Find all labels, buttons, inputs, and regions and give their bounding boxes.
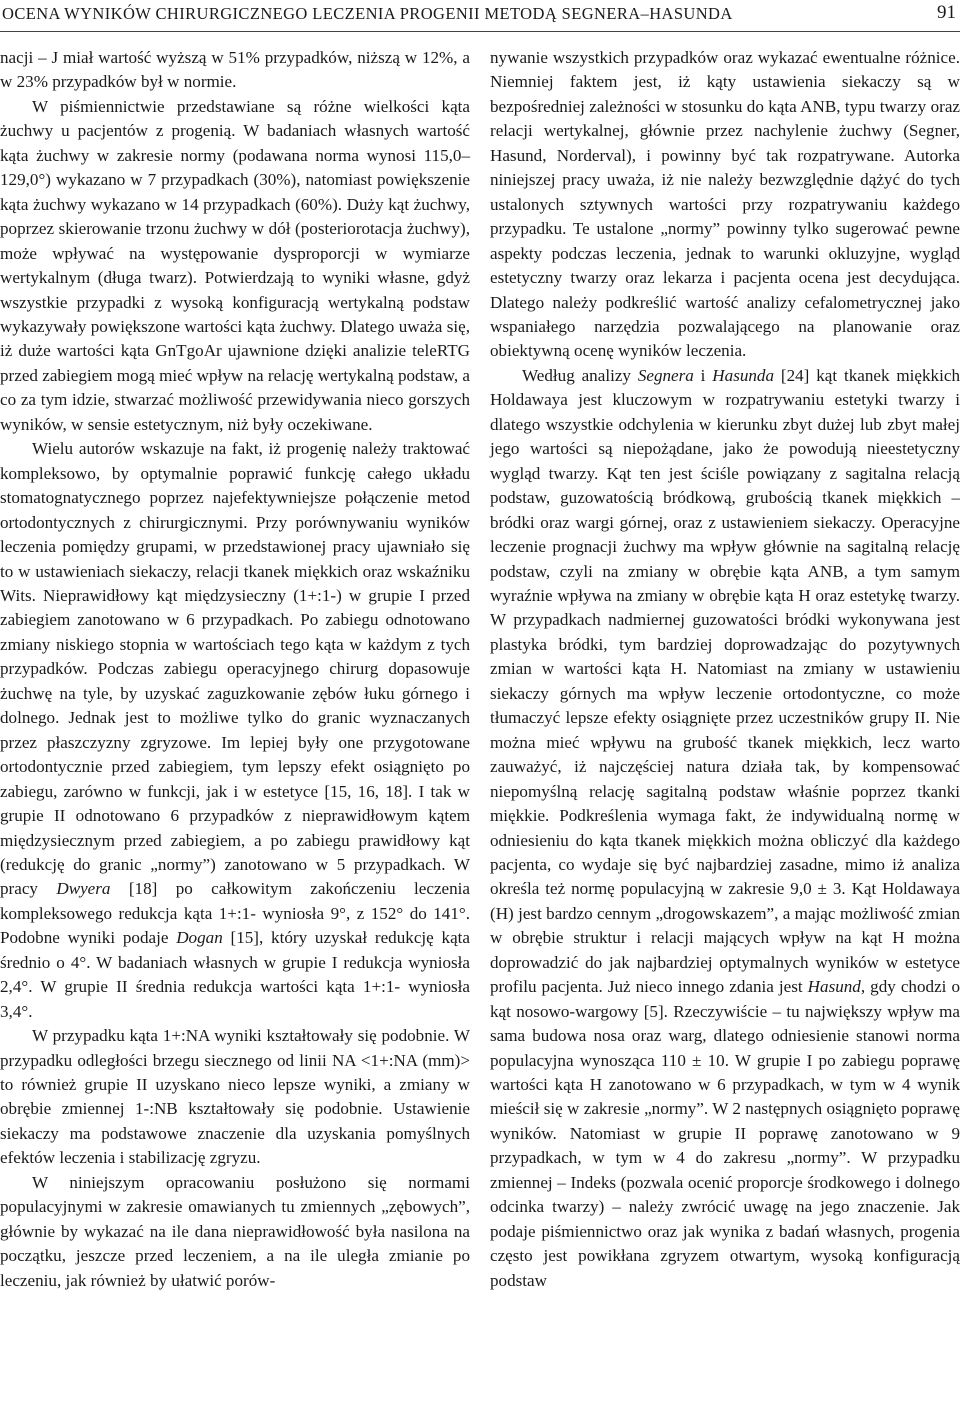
page-number: 91 — [937, 2, 956, 23]
running-title: OCENA WYNIKÓW CHIRURGICZNEGO LECZENIA PROGENII METODĄ SEGNERA–HASUNDA — [2, 4, 733, 23]
running-header — [0, 0, 960, 30]
paragraph-mandible-angle: W piśmiennictwie przedstawiane są różne wielkości kąta żuchwy u pacjentów z progenią. W badaniach własnych wartość kąta żuchwy w zakresie normy (podawana norma wynosi 115,0–129,0°) wykazano w 7 przypadkach (30%), natomiast powiększenie kąta żuchwy wykazano w 14 przypadkach (60%). Duży kąt żuchwy, poprzez skierowanie trzonu żuchwy w dół (posteriorotacja żuchwy), może wpływać na występowanie dysproporcji w wymiarze wertykalnym (długa twarz). Potwierdzają to wyniki własne, gdyż wszystkie przypadki z wysoką konfiguracją wertykalną podstaw wykazywały powiększone wartości kąta żuchwy. Dlatego uważa się, iż duże wartości kąta GnTgoAr ujawnione dzięki analizie teleRTG przed zabiegiem mogą mieć wpływ na relację wertykalną podstaw, a co za tym idzie, stwarzać możliwość przewidywania nieco gorszych wyników, w sensie estetycznym, niż były oczekiwane. — [0, 96, 470, 434]
author-citation: Dwyera — [56, 879, 111, 899]
text-run: Wielu autorów wskazuje na fakt, iż progenię należy traktować kompleksowo, by optymalnie poprawić funkcję całego układu stomatognatycznego poprzez najefektywniejsze połączenie metod ortodontycznych z chirurgicznymi. Przy porównywaniu wyników leczenia pomiędzy grupami, w przedstawionej pracy ujawniało się to w ustawieniach siekaczy, relacji tkanek miękkich oraz wskaźniku Wits. Nieprawidłowy kąt międzysieczny (1+:1-) w grupie I przed zabiegiem zanotowano w 6 przypadkach. Po zabiegu odnotowano zmiany niskiego stopnia w wartościach tego kąta w każdym z tych przypadków. Podczas zabiegu operacyjnego chirurg dopasowuje żuchwę na tyle, by uzyskać zaguzkowanie zębów łuku górnego i dolnego. Jednak jest to możliwe tylko do granic wyznaczanych przez płaszczyzny zgryzowe. Im lepiej były one przygotowane ortodontycznie przed zabiegiem, tym lepszy efekt osiągnięto po zabiegu, zarówno w funkcji, jak i w estetyce [15, 16, 18]. I tak w grupie II odnotowano 6 przypadków z nieprawidłowym kątem międzysiecznym przed zabiegiem, a po zabiegu prawidłowy kąt (redukcję do granic „normy”) zanotowano w 5 przypadkach. W pracy — [0, 439, 470, 899]
author-citation: Segnera — [637, 365, 694, 385]
text-run: Według analizy — [522, 365, 638, 385]
text-run: i — [693, 365, 713, 385]
paragraph-complex-treatment — [0, 437, 470, 1024]
text-run: [24] kąt tkanek miękkich Holdawaya jest kluczowym w rozpatrywaniu estetyki twarzy i dlatego wszystkie odchylenia w kierunku zbyt dużej lub zbyt małej jego wartości są niepożądane, jako że powodują nieestetyczny wygląd twarzy. Kąt ten jest ściśle powiązany z sagitalna relacją podstaw, guzowatością bródkową, grubością tkanek miękkich – bródki oraz wargi górnej, oraz z ustawieniem siekaczy. Operacyjne leczenie prognacji żuchwy ma wpływ głównie na sagitalną relację podstaw, czyli na zmiany w obrębie kąta ANB, a tym samym wyraźnie wpływa na zmiany w obrębie kąta H oraz estetykę twarzy. W przypadkach nadmiernej guzowatości bródki wykonywana jest plastyka bródki, tym bardziej doprowadzając do pozytywnych zmian w wartości kąta H. Natomiast na zmiany w ustawieniu siekaczy górnych ma wpływ leczenie ortodontyczne, co może tłumaczyć lepsze efekty osiągnięte przez uczestników grupy II. Nie można mieć wpływu na grubość tkanek miękkich, lecz warto zauważyć, iż najczęściej natura działa tak, by kompensować niepomyślną relację sagitalną podstaw właśnie poprzez tkanki miękkie. Podkreślenia wymaga fakt, że indywidualną normę w odniesieniu do kąta tkanek miękkich można obliczyć dla każdego pacjenta, co wydaje się być najbardziej zasadne, mimo iż analiza określa też normę populacyjną w zakresie 9,0 ± 3. Kąt Holdawaya (H) jest bardzo cennym „drogowskazem”, a mając możliwość zmian w obrębie struktur i relacji mających wpływ na kąt H można doprowadzić do jak najbardziej optymalnych wyników w estetyce profilu pacjenta. Już nieco innego zdania jest — [490, 365, 960, 997]
left-column — [0, 46, 470, 1293]
right-column — [490, 46, 960, 1293]
author-citation: Hasunda — [712, 365, 775, 385]
header-divider — [0, 31, 960, 32]
paragraph-holdaway-angle — [490, 364, 960, 1293]
paragraph-continuation: nacji – J miał wartość wyższą w 51% przypadków, niższą w 12%, a w 23% przypadków był w normie. — [0, 48, 470, 92]
paragraph-incisor-na: W przypadku kąta 1+:NA wyniki kształtowały się podobnie. W przypadku odległości brzegu siecznego od linii NA <1+:NA (mm)> to również grupie II uzyskano nieco lepsze wyniki, a zmiany w obrębie zmiennej 1-:NB kształtowały się podobnie. Ustawienie siekaczy ma podstawowe znaczenie dla uzyskania pomyślnych efektów leczenia i stabilizację zgryzu. — [0, 1026, 470, 1168]
paragraph-continuation: nywanie wszystkich przypadków oraz wykazać ewentualne różnice. Niemniej faktem jest, iż kąty ustawienia siekaczy są w bezpośredniej zależności w stosunku do kąta ANB, typu twarzy oraz relacji wertykalnej, głównie przez nachylenie żuchwy (Segner, Hasund, Norderval), i powinny być tak rozpatrywane. Autorka niniejszej pracy uważa, iż nie należy bezwzględnie dążyć do tych ustalonych sztywnych wartości przy rozpatrywaniu każdego przypadku. Te ustalone „normy” powinny tylko sugerować pewne aspekty podczas leczenia, jednak to warunki okluzyjne, wygląd estetyczny twarzy oraz lekarza i pacjenta ocena jest decydująca. Dlatego należy podkreślić wartość analizy cefalometrycznej jako wspaniałego narzędzia pozwalającego na planowanie oraz obiektywną ocenę wyników leczenia. — [490, 48, 960, 361]
text-run: , gdy chodzi o kąt nosowo-wargowy [5]. Rzeczywiście – tu największy wpływ ma sama budowa nosa oraz warg, dlatego odniesienie stanowi norma populacyjna wynosząca 110 ± 10. W grupie I po zabiegu poprawę wartości kąta H zanotowano w 6 przypadkach, w tym w 4 wynik mieścił się w zakresie „normy”. W 2 następnych osiągnięto poprawę wyników. Natomiast w grupie II poprawę zanotowano w 9 przypadkach, w tym w 4 do zakresu „normy”. W przypadku zmiennej – Indeks (pozwala ocenić proporcje środkowego i dolnego odcinka twarzy) – należy zwrócić uwagę na jego znaczenie. Jak podaje piśmiennictwo oraz jak wynika z badań własnych, progenia często jest powikłana zgryzem otwartym, wysoką konfiguracją podstaw — [490, 977, 960, 1290]
paragraph-population-norms: W niniejszym opracowaniu posłużono się normami populacyjnymi w zakresie omawianych tu zmiennych „zębowych”, głównie by wykazać na ile dana nieprawidłowość była nasilona na początku, jeszcze przed leczeniem, a na ile uległa zmianie po leczeniu, jak również by ułatwić porów- — [0, 1172, 470, 1290]
author-citation: Hasund — [807, 977, 861, 997]
text-run: [18] po całkowitym zakończeniu leczenia kompleksowego redukcja kąta 1+:1- wyniosła 9°, z 152° do 141°. Podobne wyniki podaje — [0, 879, 471, 948]
author-citation: Dogan — [176, 928, 223, 948]
text-run: [15], który uzyskał redukcję kąta średnio o 4°. W badaniach własnych w grupie I redukcja wyniosła 2,4°. W grupie II średnia redukcja wartości kąta 1+:1- wyniosła 3,4°. — [0, 928, 470, 1021]
